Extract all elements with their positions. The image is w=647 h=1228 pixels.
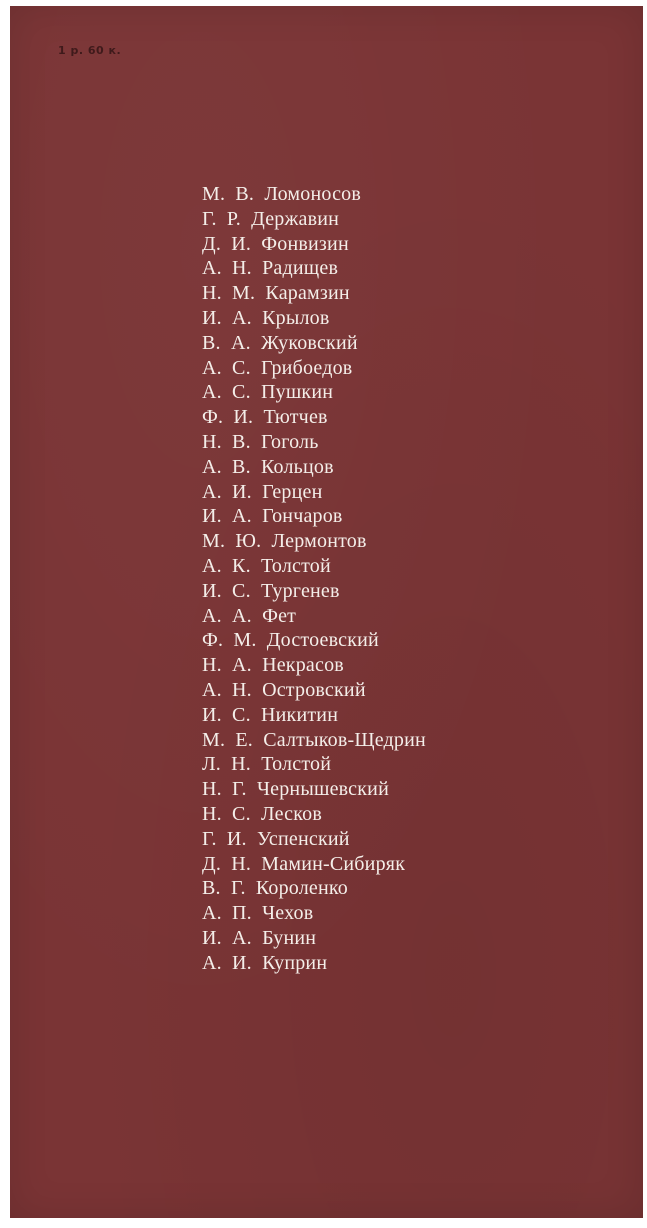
- author-item: Л. Н. Толстой: [202, 753, 332, 776]
- author-item: И. А. Крылов: [202, 306, 330, 329]
- author-item: И. А. Гончаров: [202, 505, 343, 528]
- author-item: И. А. Бунин: [202, 926, 317, 949]
- author-item: А. Н. Радищев: [202, 257, 339, 280]
- author-item: В. Г. Короленко: [202, 877, 348, 900]
- author-item: Г. И. Успенский: [202, 827, 350, 850]
- author-item: Н. А. Некрасов: [202, 654, 344, 677]
- author-item: А. П. Чехов: [202, 902, 314, 925]
- author-item: Д. Н. Мамин-Сибиряк: [202, 852, 406, 875]
- author-item: М. В. Ломоносов: [202, 183, 361, 205]
- author-item: В. А. Жуковский: [202, 331, 358, 354]
- author-item: И. С. Тургенев: [202, 579, 340, 602]
- author-item: А. В. Кольцов: [202, 455, 334, 478]
- author-item: Ф. М. Достоевский: [202, 629, 379, 652]
- author-item: М. Е. Салтыков-Щедрин: [202, 728, 426, 751]
- price-label: 1 р. 60 к.: [58, 44, 122, 57]
- author-item: Н. Г. Чернышевский: [202, 778, 389, 801]
- author-item: А. Н. Островский: [202, 678, 366, 701]
- author-item: Ф. И. Тютчев: [202, 406, 328, 429]
- author-item: М. Ю. Лермонтов: [202, 530, 367, 553]
- author-list: [202, 182, 426, 976]
- author-item: А. К. Толстой: [202, 554, 331, 577]
- author-item: Н. С. Лесков: [202, 802, 323, 825]
- author-item: А. А. Фет: [202, 604, 297, 627]
- book-back-cover: [10, 6, 643, 1218]
- author-item: И. С. Никитин: [202, 703, 339, 726]
- author-item: А. И. Куприн: [202, 951, 328, 974]
- author-item: Д. И. Фонвизин: [202, 232, 349, 255]
- author-item: А. С. Пушкин: [202, 381, 334, 404]
- author-item: Г. Р. Державин: [202, 207, 340, 230]
- author-item: А. С. Грибоедов: [202, 356, 353, 379]
- author-item: Н. М. Карамзин: [202, 282, 350, 305]
- author-item: А. И. Герцен: [202, 480, 323, 503]
- author-item: Н. В. Гоголь: [202, 430, 319, 453]
